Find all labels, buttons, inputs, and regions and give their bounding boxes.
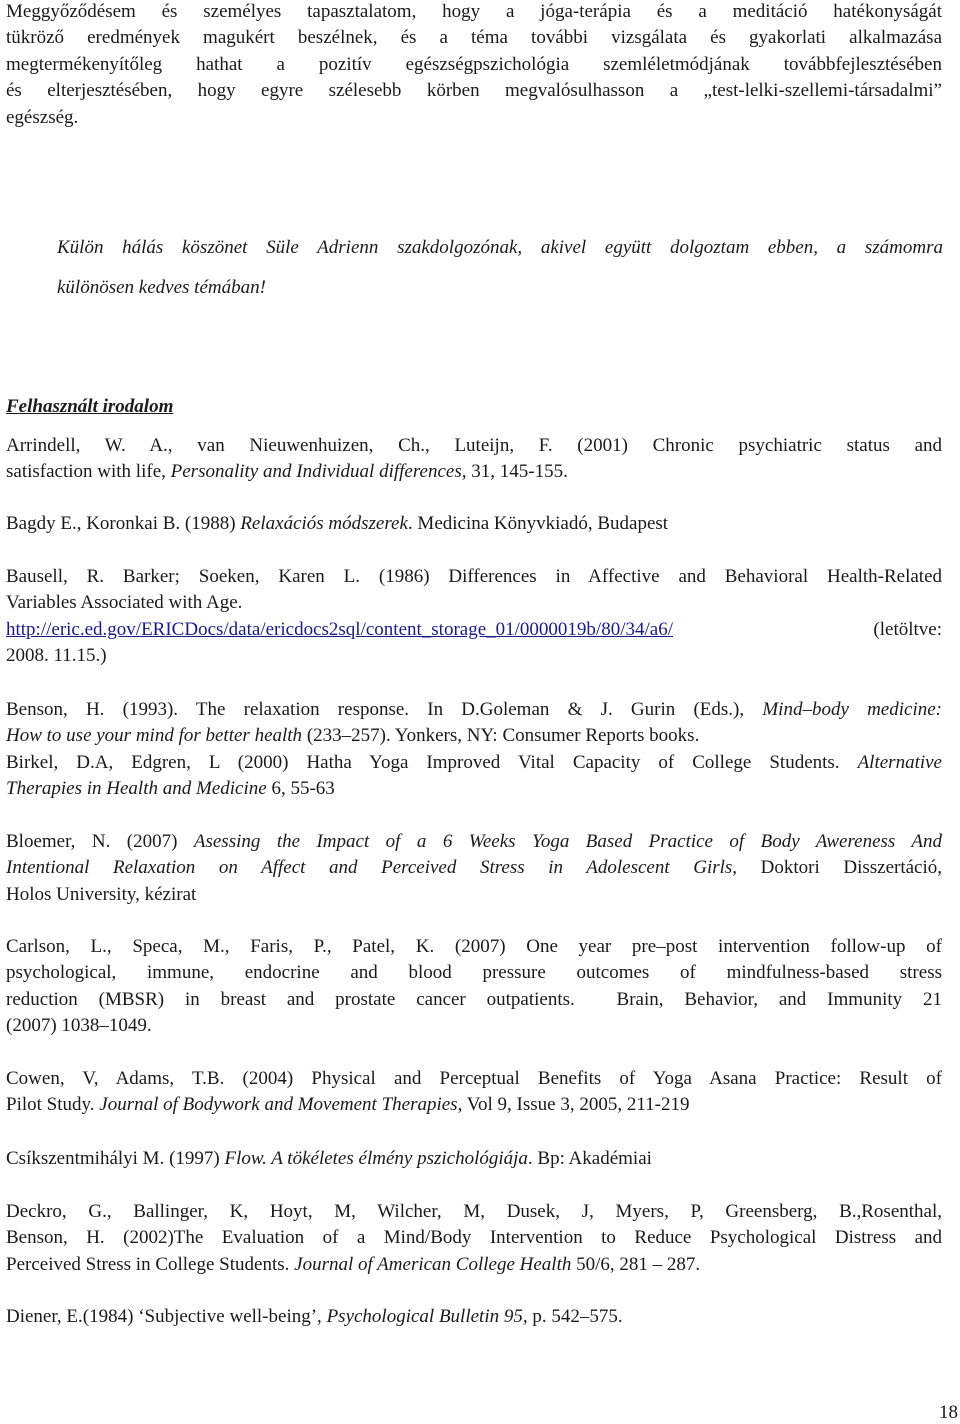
reference-text: Diener, E.(1984) ‘Subjective well-being’, <box>6 1306 327 1327</box>
reference-line <box>6 776 942 802</box>
reference-text: Benson, H. (2002)The Evaluation of a Mind/Body Intervention to Reduce Psychological Distress and <box>6 1227 942 1249</box>
reference-text: Bloemer, N. (2007) <box>6 831 194 852</box>
reference-line <box>6 934 942 960</box>
acknowledgement-line: Külön hálás köszönet Süle Adrienn szakdolgozónak, akivel együtt dolgoztam ebben, a számomra <box>57 237 943 258</box>
reference-line <box>6 1199 942 1225</box>
reference-line <box>6 1013 942 1039</box>
reference-text: satisfaction with life, <box>6 461 171 483</box>
acknowledgement-paragraph <box>57 228 943 308</box>
acknowledgement-line: különösen kedves témában! <box>57 277 266 298</box>
reference-line <box>6 617 942 643</box>
reference-text: Perceived Stress in College Students. <box>6 1253 295 1275</box>
reference-title: How to use your mind for better health <box>6 725 303 747</box>
reference-text: psychological, immune, endocrine and blood pressure outcomes of mindfulness-based stress <box>6 962 942 984</box>
reference-title: Psychological Bulletin 95, <box>326 1306 528 1327</box>
reference-line <box>6 697 942 723</box>
reference-line <box>6 829 942 855</box>
reference-link[interactable]: http://eric.ed.gov/ERICDocs/data/ericdocs2sql/content_storage_01/0000019b/80/34/a6/ <box>6 618 673 640</box>
reference-entry <box>6 1066 942 1119</box>
reference-entry <box>6 433 942 486</box>
reference-text: Deckro, G., Ballinger, K, Hoyt, M, Wilcher, M, Dusek, J, Myers, P, Greensberg, B.,Rosenthal, <box>6 1201 942 1222</box>
reference-text: 6, 55-63 <box>266 778 335 800</box>
reference-entry <box>6 511 942 537</box>
reference-text: Carlson, L., Speca, M., Faris, P., Patel, K. (2007) One year pre–post intervention follow-up of <box>6 936 942 957</box>
reference-entry <box>6 1199 942 1278</box>
reference-text: Pilot Study. <box>6 1094 100 1116</box>
reference-line <box>6 433 942 459</box>
reference-line <box>6 1225 942 1251</box>
reference-text: Arrindell, W. A., van Nieuwenhuizen, Ch., Luteijn, F. (2001) Chronic psychiatric status and <box>6 435 942 456</box>
reference-text: , Vol 9, Issue 3, 2005, 211-219 <box>457 1094 690 1116</box>
reference-title: Relaxációs módszerek <box>240 513 408 534</box>
reference-text: (233–257). Yonkers, NY: Consumer Reports books. <box>302 725 700 747</box>
reference-text: Variables Associated with Age. <box>6 592 243 614</box>
reference-line <box>6 855 942 881</box>
intro-paragraph <box>6 0 942 131</box>
reference-text: 50/6, 281 – 287. <box>571 1253 701 1275</box>
reference-title: Journal of Bodywork and Movement Therapies <box>99 1094 458 1116</box>
reference-entry <box>6 1304 942 1330</box>
reference-text: Bausell, R. Barker; Soeken, Karen L. (1986) Differences in Affective and Behavioral Health-Related <box>6 566 942 587</box>
intro-line: megtermékenyítőleg hathat a pozitív egészségpszichológia szemléletmódjának továbbfejlesztésében <box>6 53 942 75</box>
page-number: 18 <box>939 1402 958 1423</box>
reference-text: Holos University, kézirat <box>6 883 197 905</box>
reference-title: Personality and Individual differences, <box>170 461 467 483</box>
intro-line: egészség. <box>6 106 79 128</box>
reference-text: 31, 145-155. <box>466 461 568 483</box>
reference-line <box>6 564 942 590</box>
reference-line <box>6 882 942 908</box>
reference-line <box>6 1304 942 1330</box>
reference-title: Therapies in Health and Medicine <box>6 778 267 800</box>
reference-line <box>6 1066 942 1092</box>
reference-entry <box>6 697 942 803</box>
reference-line <box>6 1252 942 1278</box>
reference-title: Mind–body medicine: <box>762 699 942 720</box>
reference-title: Flow. A tökéletes élmény pszichológiája <box>224 1148 528 1169</box>
reference-line <box>6 1092 942 1118</box>
intro-line: és elterjesztésében, hogy egyre szélesebb körben megvalósulhasson a „test-lelki-szellemi-társadalmi” <box>6 80 942 102</box>
intro-line: Meggyőződésem és személyes tapasztalatom, hogy a jóga-terápia és a meditáció hatékonyságát <box>6 1 942 22</box>
reference-title: Intentional Relaxation on Affect and Perceived Stress in Adolescent Girls <box>6 857 733 879</box>
reference-line <box>6 511 942 537</box>
reference-entry <box>6 1146 942 1172</box>
reference-line <box>6 750 942 776</box>
reference-text: Csíkszentmihályi M. (1997) <box>6 1148 225 1169</box>
reference-line <box>6 960 942 986</box>
reference-line <box>6 987 942 1013</box>
reference-line <box>6 590 942 616</box>
reference-title: Journal of American College Health <box>294 1253 572 1275</box>
reference-line <box>6 723 942 749</box>
reference-text: . Bp: Akadémiai <box>527 1148 652 1169</box>
reference-line <box>6 459 942 485</box>
reference-text: reduction (MBSR) in breast and prostate cancer outpatients. Brain, Behavior, and Immunity 21 <box>6 988 942 1010</box>
reference-text: Bagdy E., Koronkai B. (1988) <box>6 513 241 534</box>
references-heading: Felhasznált irodalom <box>6 396 174 417</box>
reference-text: p. 542–575. <box>527 1306 623 1327</box>
reference-title: Alternative <box>857 751 942 773</box>
reference-title: Asessing the Impact of a 6 Weeks Yoga Based Practice of Body Awereness And <box>193 831 942 852</box>
reference-entry <box>6 564 942 670</box>
reference-entry <box>6 829 942 908</box>
reference-text: Cowen, V, Adams, T.B. (2004) Physical and Perceptual Benefits of Yoga Asana Practice: Result of <box>6 1068 942 1089</box>
intro-line: tükröző eredmények magukért beszélnek, és a téma további vizsgálata és gyakorlati alkalmazása <box>6 27 942 49</box>
reference-text: (letöltve: <box>672 618 942 640</box>
reference-text: , Doktori Disszertáció, <box>732 857 942 879</box>
reference-text: Benson, H. (1993). The relaxation response. In D.Goleman & J. Gurin (Eds.), <box>6 699 763 720</box>
reference-line <box>6 643 942 669</box>
reference-text: (2007) 1038–1049. <box>6 1015 152 1037</box>
reference-text: 2008. 11.15.) <box>6 645 107 667</box>
reference-line <box>6 1146 942 1172</box>
reference-entry <box>6 934 942 1040</box>
reference-text: Birkel, D.A, Edgren, L (2000) Hatha Yoga Improved Vital Capacity of College Students. <box>6 751 858 773</box>
reference-text: . Medicina Könyvkiadó, Budapest <box>407 513 669 534</box>
